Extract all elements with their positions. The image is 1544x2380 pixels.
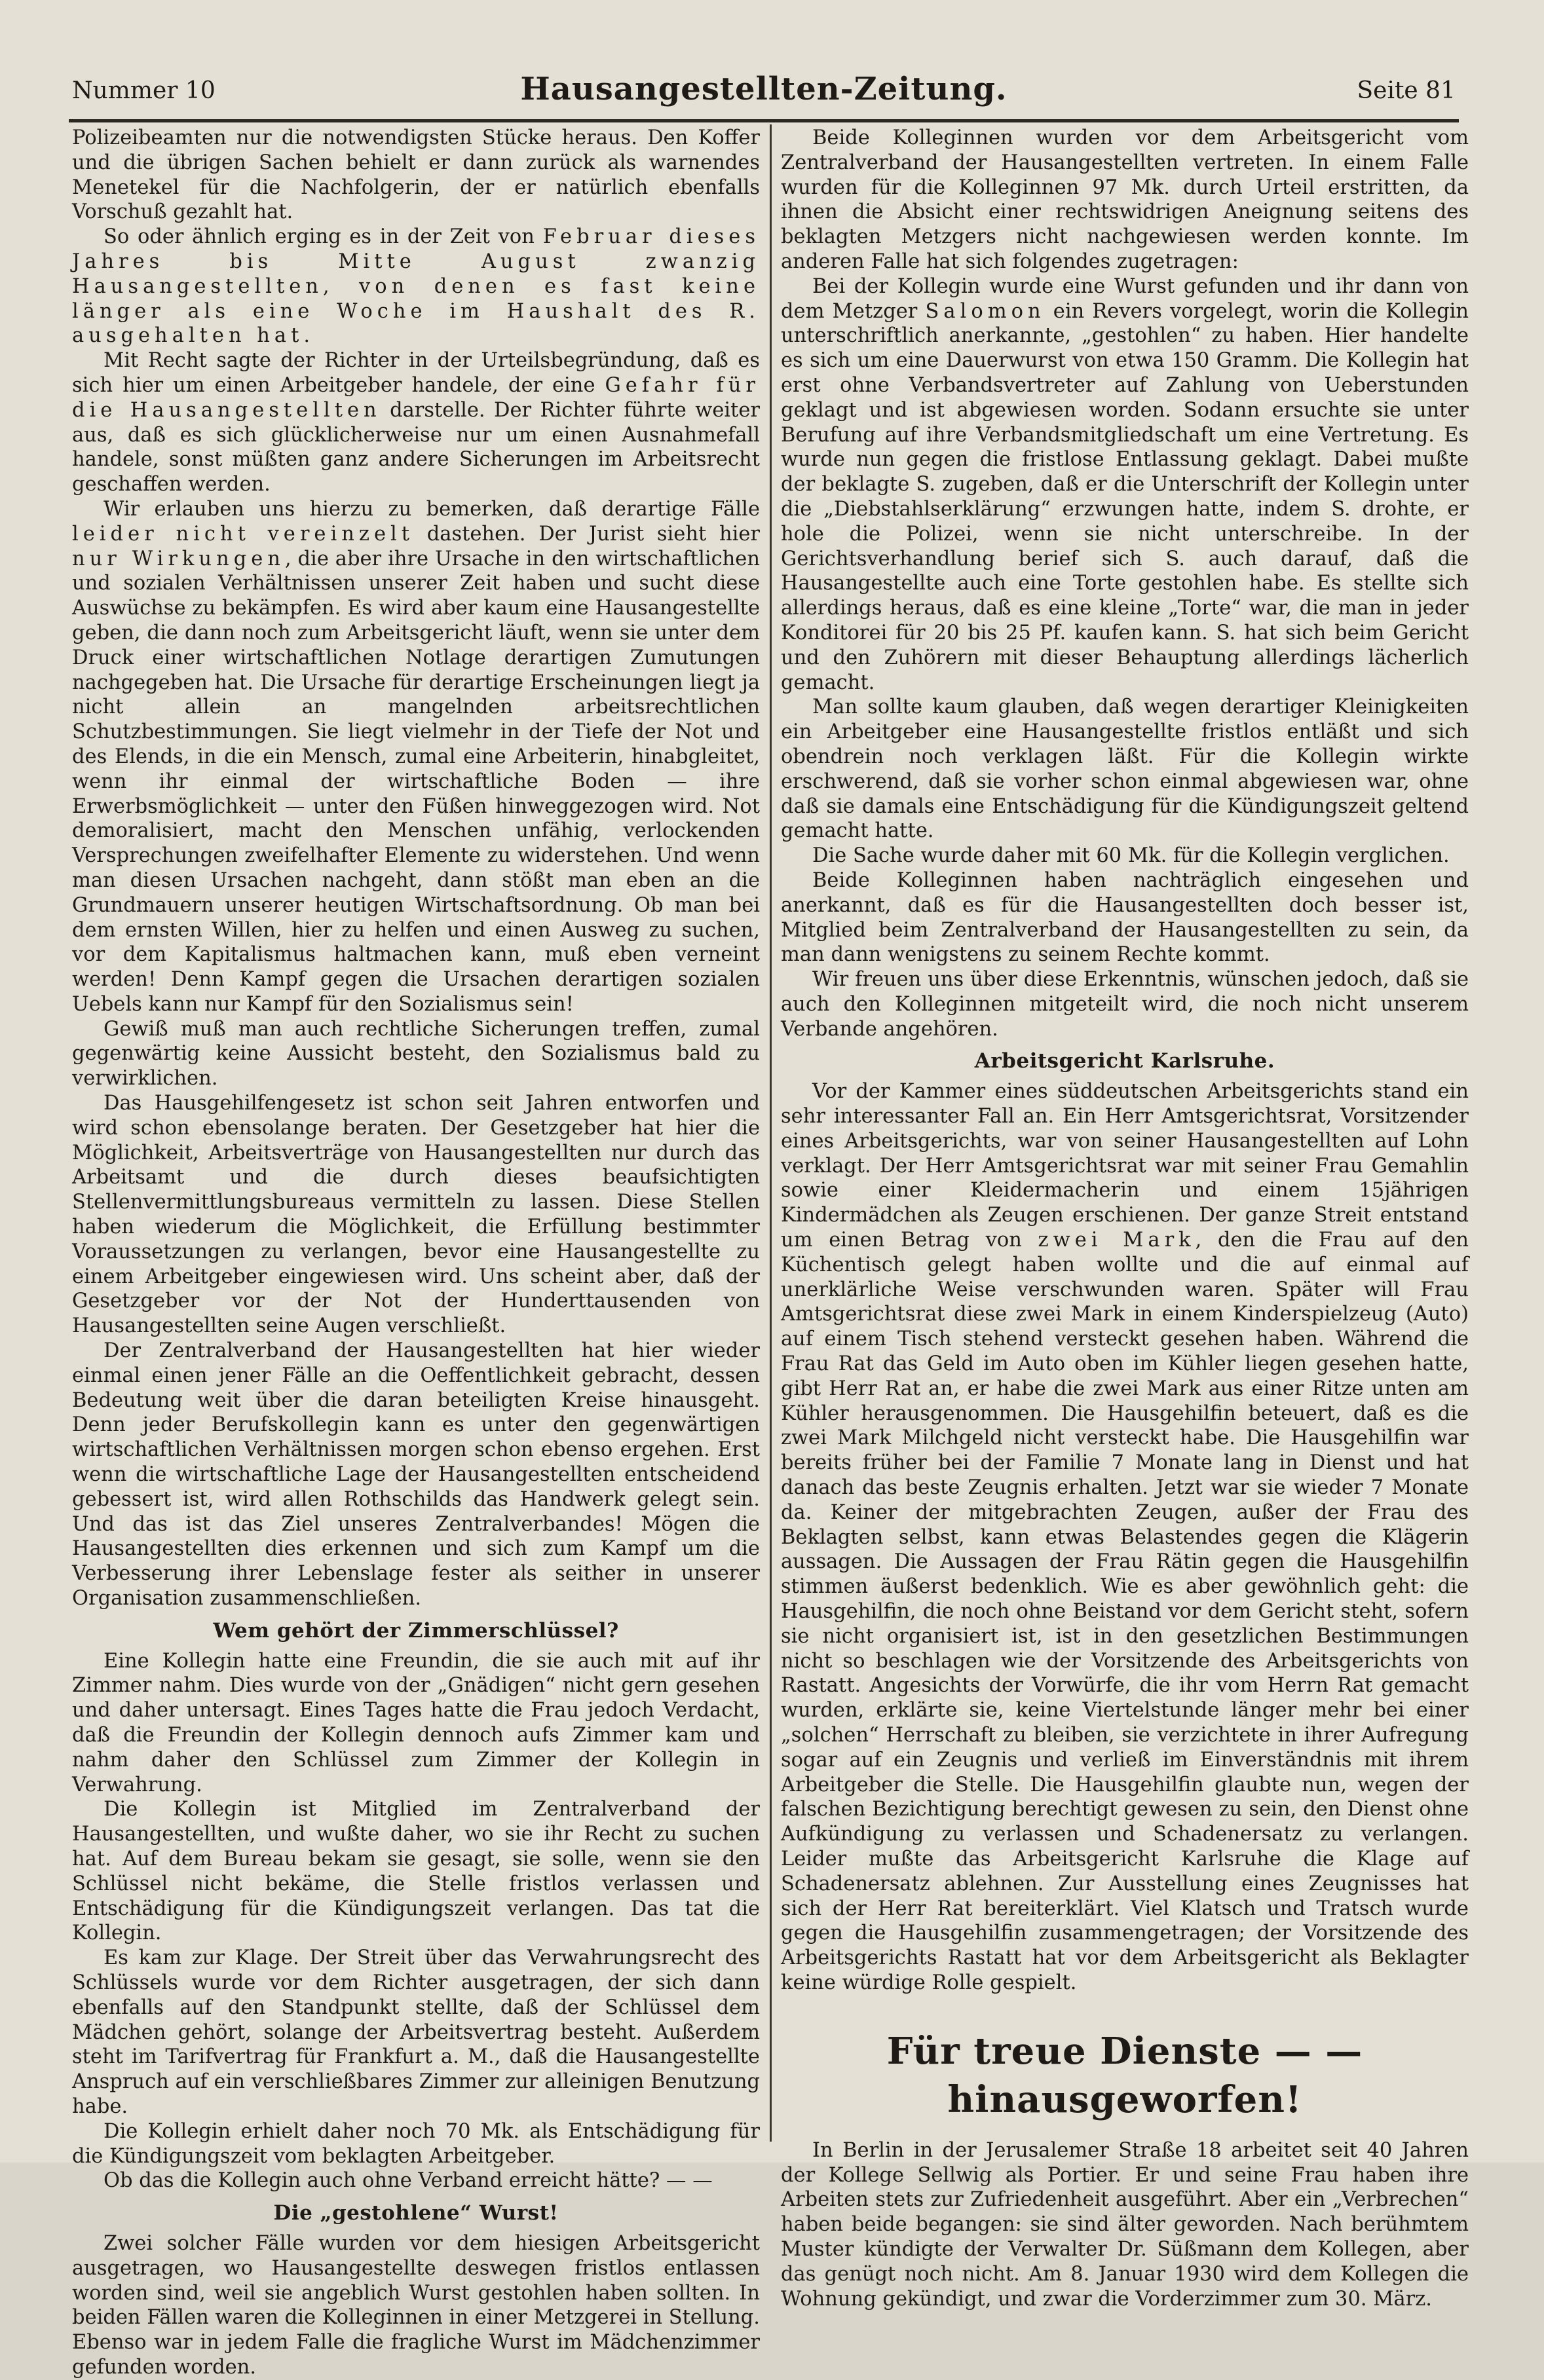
text-run: , den die Frau auf den Küchentisch gelegt haben wollte und die auf einmal auf unerklärliche Weise verschwunden waren. Später will Frau Amtsgerichtsrat diese zwei Mark in einem Kinderspielzeug (Auto) auf einem Tisch stehend versteckt gesehen haben. Während die Frau Rat das Geld im Auto oben im Kühler liegen gesehen hatte, gibt Herr Rat an, er habe die zwei Mark aus einer Ritze unten am Kühler herausgenommen. Die Hausgehilfin beteuert, daß es die zwei Mark Milchgeld nicht versteckt habe. Die Hausgehilfin war bereits früher bei der Familie 7 Monate lang in Dienst und hat danach das beste Zeugnis erhalten. Jetzt war sie wieder 7 Monate da. Keiner der mitgebrachten Zeugen, außer der Frau des Beklagten selbst, kann etwas Belastendes gegen die Klägerin aussagen. Die Aussagen der Frau Rätin gegen die Hausgehilfin stimmen äußerst bedenklich. Wie es aber gewöhnlich geht: die Hausgehilfin, die noch ohne Beistand vor dem Gericht steht, sofern sie nicht organisiert ist, ist in den gesetzlichen Bestimmungen nicht so beschlagen wie der Vorsitzende des Arbeitsgerichts von Rastatt. Angesichts der Vorwürfe, die ihr vom Herrn Rat gemacht wurden, erklärte sie, keine Viertelstunde länger mehr bei einer „solchen“ Herrschaft zu bleiben, sie verzichtete in ihrer Aufregung sogar auf ein Zeugnis und verließ im Einverständnis mit ihrem Arbeitgeber die Stelle. Die Hausgehilfin glaubte nun, wegen der falschen Bezichtigung berechtigt gewesen zu sein, den Dienst ohne Aufkündigung zu verlassen und Schadenersatz zu verlangen. Leider mußte das Arbeitsgericht Karlsruhe die Klage auf Schadenersatz ablehnen. Zur Ausstellung eines Zeugnisses hat sich der Herr Rat bereiterklärt. Viel Klatsch und Tratsch wurde gegen die Hausgehilfin zusammengetragen; der Vorsitzende des Arbeitsgerichts Rastatt hat vor dem Arbeitsgericht als Beklagter keine würdige Rolle gespielt. bbox=[781, 1229, 1469, 1994]
spaced-text: zwei Mark bbox=[1038, 1229, 1196, 1252]
text-run: Bei der Kollegin wurde eine Wurst gefunden und ihr dann von dem Metzger bbox=[781, 274, 1469, 323]
paragraph: Die Sache wurde daher mit 60 Mk. für die Kollegin verglichen. bbox=[812, 844, 1450, 868]
page-header bbox=[72, 65, 1456, 124]
headline-line: hinausgeworfen! bbox=[947, 2077, 1302, 2121]
text-run: darstelle. Der Richter führte weiter aus, daß es sich glücklicherweise nur um einen Ausnahmefall handele, sonst müßten ganz andere Sicherungen im Arbeitsrecht geschaffen werden. bbox=[72, 398, 761, 496]
paragraph bbox=[72, 497, 760, 1017]
text-run: dastehen. Der Jurist sieht hier bbox=[414, 522, 760, 546]
paragraph: Gewiß muß man auch rechtliche Sicherungen treffen, zumal gegenwärtig keine Aussicht besteht, den Sozialismus bald zu verwirklichen. bbox=[72, 1017, 760, 1090]
text-run: ein Revers vorgelegt, worin die Kollegin unterschriftlich anerkannte, „gestohlen“ zu haben. Hier handelte es sich um eine Dauerwurst von etwa 150 Gramm. Die Kollegin hat erst ohne Verbandsvertreter auf Zahlung von Ueberstunden geklagt und ist abgewiesen worden. Sodann ersuchte sie unter Berufung auf ihre Verbandsmitgliedschaft um eine Vertretung. Es wurde nun gegen die fristlose Entlassung geklagt. Dabei mußte der beklagte S. zugeben, daß er die Unterschrift der Kollegin unter die „Diebstahlserklärung“ erzwungen hatte, indem S. drohte, er hole die Polizei, wenn sie nicht unterschreibe. In der Gerichtsverhandlung berief sich S. auch darauf, daß die Hausangestellte auch eine Torte gestohlen habe. Es stellte sich allerdings heraus, daß es eine kleine „Torte“ war, die man in jeder Konditorei für 20 bis 25 Pf. kaufen kann. S. hat sich beim Gericht und den Zuhörern mit dieser Behauptung allerdings lächerlich gemacht. bbox=[781, 299, 1469, 694]
header-rule bbox=[69, 119, 1459, 122]
paragraph: Der Zentralverband der Hausangestellten hat hier wieder einmal einen jener Fälle an die Oeffentlichkeit gebracht, dessen Bedeutung weit über die daran beteiligten Kreise hinausgeht. Denn jeder Berufskollegin kann es unter den gegenwärtigen wirtschaftlichen Verhältnissen morgen schon ebenso ergehen. Erst wenn die wirtschaftliche Lage der Hausangestellten entscheidend gebessert ist, wird allen Rothschilds das Handwerk gelegt sein. Und das ist das Ziel unseres Zentralverbandes! Mögen die Hausangestellten dies erkennen und sich zum Kampf um die Verbesserung ihrer Lebenslage fester als seither in unserer Organisation zusammenschließen. bbox=[72, 1339, 760, 1610]
section-heading: Die „gestohlene“ Wurst! bbox=[273, 2201, 559, 2225]
paragraph: Eine Kollegin hatte eine Freundin, die sie auch mit auf ihr Zimmer nahm. Dies wurde von der „Gnädigen“ nicht gern gesehen und daher untersagt. Eines Tages hatte die Frau jedoch Verdacht, daß die Freundin der Kollegin dennoch aufs Zimmer kam und nahm daher den Schlüssel zum Zimmer der Kollegin in Verwahrung. bbox=[72, 1649, 760, 1796]
paragraph: Die Kollegin erhielt daher noch 70 Mk. als Entschädigung für die Kündigungszeit vom beklagten Arbeitgeber. bbox=[72, 2119, 760, 2168]
paragraph bbox=[781, 1079, 1469, 1995]
section-heading: Arbeitsgericht Karlsruhe. bbox=[974, 1049, 1275, 1073]
text-run: So oder ähnlich erging es in der Zeit von bbox=[104, 225, 543, 249]
spaced-text: leider nicht vereinzelt bbox=[72, 522, 415, 546]
spaced-text: Februar dieses Jahres bis Mitte August zwanzig Hausangestellten, von denen es fast keine länger als eine Woche im Haushalt des R. ausgehalten hat. bbox=[72, 225, 760, 348]
headline-line: Für treue Dienste — — bbox=[886, 2029, 1363, 2073]
spaced-text: Gefahr für die Hausangestellten bbox=[72, 373, 760, 422]
paragraph: In Berlin in der Jerusalemer Straße 18 arbeitet seit 40 Jahren der Kollege Sellwig als Portier. Er und seine Frau haben ihre Arbeiten stets zur Zufriedenheit ausgeführt. Aber ein „Verbrechen“ haben beide begangen: sie sind älter geworden. Nach berühmtem Muster kündigte der Verwalter Dr. Süßmann dem Kollegen, aber das genügt noch nicht. Am 8. Januar 1930 wird dem Kollegen die Wohnung gekündigt, und zwar die Vorderzimmer zum 30. März. bbox=[781, 2138, 1469, 2311]
text-run: Wir erlauben uns hierzu zu bemerken, daß derartige Fälle bbox=[104, 497, 760, 521]
paragraph bbox=[72, 225, 760, 348]
paragraph bbox=[72, 348, 760, 497]
paragraph: Polizeibeamten nur die notwendigsten Stücke heraus. Den Koffer und die übrigen Sachen behielt er dann zurück als warnendes Menetekel für die Nachfolgerin, der er natürlich ebenfalls Vorschuß gezahlt hat. bbox=[72, 126, 760, 224]
text-run: Mit Recht sagte der Richter in der Urteilsbegründung, daß es sich hier um einen Arbeitgeber handele, der eine bbox=[72, 349, 760, 397]
paragraph: Die Kollegin ist Mitglied im Zentralverband der Hausangestellten, und wußte daher, wo sie ihr Recht zu suchen hat. Auf dem Bureau bekam sie gesagt, sie solle, wenn sie den Schlüssel nicht bekäme, die Stelle fristlos verlassen und Entschädigung für die Kündigungszeit verlangen. Das tat die Kollegin. bbox=[72, 1798, 760, 1945]
section-heading: Wem gehört der Zimmerschlüssel? bbox=[213, 1618, 619, 1643]
paragraph: Zwei solcher Fälle wurden vor dem hiesigen Arbeitsgericht ausgetragen, wo Hausangestellte deswegen fristlos entlassen worden sind, weil sie angeblich Wurst gestohlen haben sollten. In beiden Fällen waren die Kolleginnen in einer Metzgerei in Stellung. Ebenso war in jedem Falle die fragliche Wurst im Mädchenzimmer gefunden worden. bbox=[72, 2231, 760, 2379]
issue-number: Nummer 10 bbox=[72, 77, 216, 104]
paragraph: Man sollte kaum glauben, daß wegen derartiger Kleinigkeiten ein Arbeitgeber eine Hausangestellte fristlos entläßt und sich obendrein noch verklagen läßt. Für die Kollegin wirkte erschwerend, daß sie vorher schon einmal abgewiesen war, ohne daß sie damals eine Entschädigung für die Kündigungszeit geltend gemacht hatte. bbox=[781, 696, 1469, 843]
newspaper-title: Hausangestellten-Zeitung. bbox=[520, 71, 1007, 107]
paragraph bbox=[781, 274, 1469, 696]
column-divider bbox=[770, 124, 772, 2142]
text-run: Vor der Kammer eines süddeutschen Arbeitsgerichts stand ein sehr interessanter Fall an. Ein Herr Amtsgerichtsrat, Vorsitzender eines Arbeitsgerichts, war von seiner Hausangestellten auf Lohn verklagt. Der Herr Amtsgerichtsrat war mit seiner Frau Gemahlin sowie einer Kleidermacherin und einem 15jährigen Kindermädchen als Zeugen erschienen. Der ganze Streit entstand um einen Betrag von bbox=[781, 1080, 1469, 1252]
spaced-text: nur Wirkungen bbox=[72, 547, 285, 570]
paragraph: Es kam zur Klage. Der Streit über das Verwahrungsrecht des Schlüssels wurde vor dem Richter ausgetragen, der sich dann ebenfalls auf den Standpunkt stellte, daß der Schlüssel dem Mädchen gehört, solange der Arbeitsvertrag besteht. Außerdem steht im Tarifvertrag für Frankfurt a. M., daß die Hausangestellte Anspruch auf ein verschließbares Zimmer zur alleinigen Benutzung habe. bbox=[72, 1946, 760, 2118]
paragraph: Ob das die Kollegin auch ohne Verband erreicht hätte? — — bbox=[104, 2169, 713, 2193]
left-column bbox=[72, 126, 760, 2380]
page-number: Seite 81 bbox=[1357, 77, 1456, 104]
right-column bbox=[781, 126, 1469, 2311]
text-run: , die aber ihre Ursache in den wirtschaftlichen und sozialen Verhältnissen unserer Zeit haben und sucht diese Auswüchse zu bekämpfen. Es wird aber kaum eine Hausangestellte geben, die dann noch zum Arbeitsgericht läuft, wenn sie unter dem Druck einer wirtschaftlichen Notlage derartigen Zumutungen nachgegeben hat. Die Ursache für derartige Erscheinungen liegt ja nicht allein an mangelnden arbeitsrechtlichen Schutzbestimmungen. Sie liegt vielmehr in der Tiefe der Not und des Elends, in die ein Mensch, zumal eine Arbeiterin, hinabgleitet, wenn ihr einmal der wirtschaftliche Boden — ihre Erwerbsmöglichkeit — unter den Füßen hinweggezogen wird. Not demoralisiert, macht den Menschen unfähig, verlockenden Versprechungen zweifelhafter Elemente zu widerstehen. Und wenn man diesen Ursachen nachgeht, dann stößt man eben an die Grundmauern unserer heutigen Wirtschaftsordnung. Ob man bei dem ernsten Willen, hier zu helfen und einen Ausweg zu suchen, vor dem Kapitalismus haltmachen kann, muß eben verneint werden! Denn Kampf gegen die Ursachen derartigen sozialen Uebels kann nur Kampf für den Sozialismus sein! bbox=[72, 547, 760, 1016]
paragraph: Beide Kolleginnen wurden vor dem Arbeitsgericht vom Zentralverband der Hausangestellten vertreten. In einem Falle wurden für die Kolleginnen 97 Mk. durch Urteil erstritten, da ihnen die Absicht einer rechtswidrigen Aneignung seitens des beklagten Metzgers nicht nachgewiesen werden konnte. Im anderen Falle hat sich folgendes zugetragen: bbox=[781, 126, 1469, 273]
spaced-text: Salomon bbox=[925, 299, 1045, 323]
paragraph: Wir freuen uns über diese Erkenntnis, wünschen jedoch, daß sie auch den Kolleginnen mitgeteilt wird, die noch nicht unserem Verbande angehören. bbox=[781, 968, 1469, 1041]
paragraph: Beide Kolleginnen haben nachträglich eingesehen und anerkannt, daß es für die Hausangestellten doch besser ist, Mitglied beim Zentralverband der Hausangestellten zu sein, da man dann wenigstens zu seinem Rechte kommt. bbox=[781, 868, 1469, 967]
paragraph: Das Hausgehilfengesetz ist schon seit Jahren entworfen und wird schon ebensolange beraten. Der Gesetzgeber hat hier die Möglichkeit, Arbeitsverträge von Hausangestellten nur durch das Arbeitsamt und die durch dieses beaufsichtigten Stellenvermittlungsbureaus vermitteln zu lassen. Diese Stellen haben wiederum die Möglichkeit, die Erfüllung bestimmter Voraussetzungen zu verlangen, bevor eine Hausangestellte zu einem Arbeitgeber eingewiesen wird. Uns scheint aber, daß der Gesetzgeber vor der Not der Hunderttausenden von Hausangestellten seine Augen verschließt. bbox=[72, 1092, 760, 1338]
article-headline bbox=[781, 2027, 1469, 2124]
